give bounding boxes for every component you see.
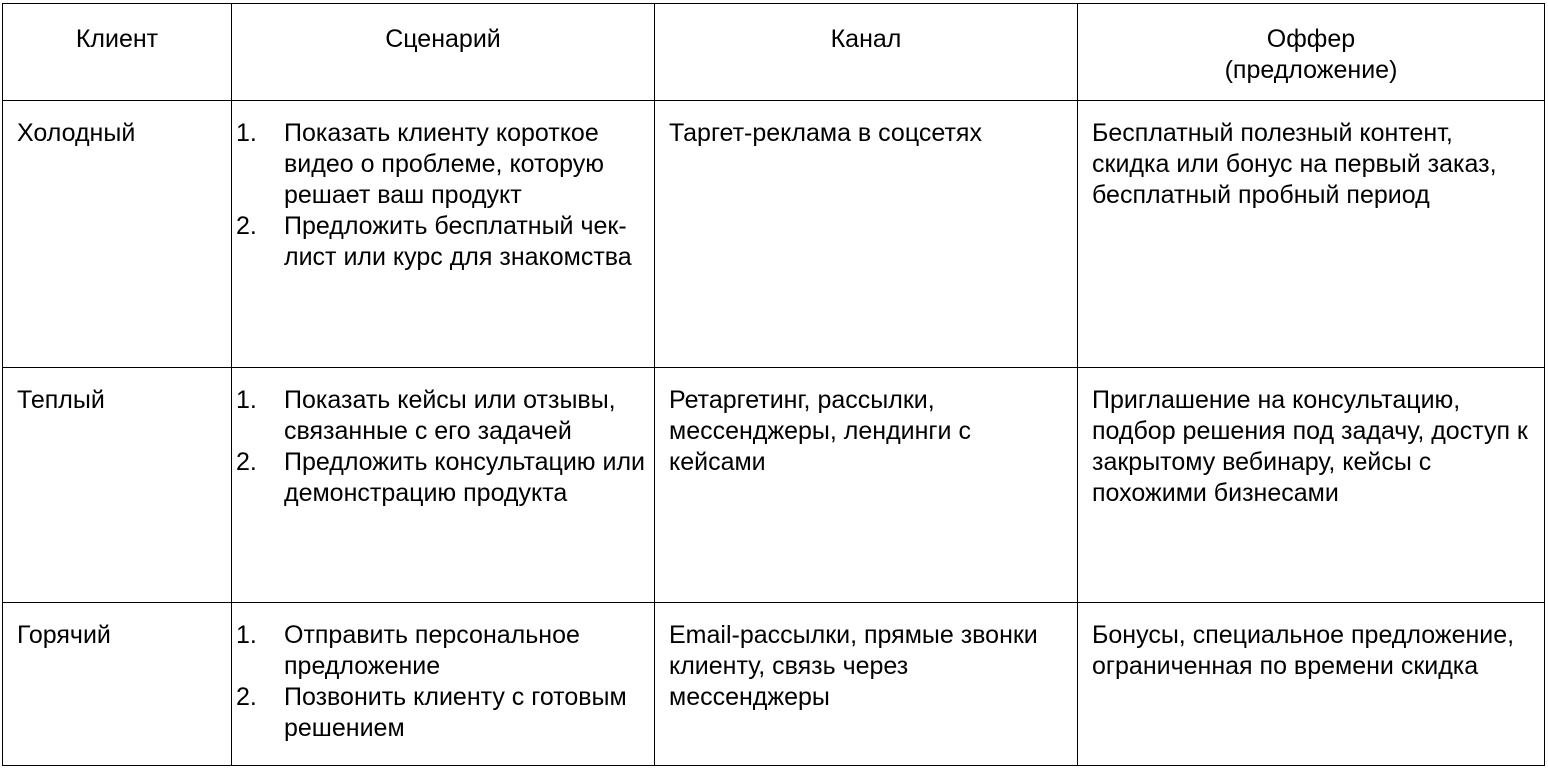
client-funnel-table (2, 3, 1545, 766)
cell-scenario (232, 101, 655, 368)
step-text: Показать кейсы или отзывы, связанные с его задачей (284, 386, 616, 445)
cell-client: Холодный (3, 101, 232, 368)
header-offer-subtitle: (предложение) (1224, 56, 1398, 84)
cell-client: Теплый (3, 368, 232, 603)
step-text: Показать клиенту короткое видео о проблеме, которую решает ваш продукт (284, 119, 604, 209)
scenario-step (232, 682, 648, 744)
table-row-hot (3, 603, 1545, 766)
step-text: Предложить бесплатный чек-лист или курс для знакомства (284, 212, 632, 271)
step-text: Предложить консультацию или демонстрацию продукта (284, 448, 646, 507)
step-number: 2. (236, 683, 257, 711)
scenario-step (232, 447, 648, 509)
cell-offer: Бонусы, специальное предложение, ограниченная по времени скидка (1078, 603, 1545, 766)
table-row-cold (3, 101, 1545, 368)
header-offer (1078, 4, 1545, 101)
scenario-step (232, 211, 648, 273)
table-row-warm (3, 368, 1545, 603)
scenario-steps (232, 620, 648, 744)
header-offer-title: Оффер (1266, 25, 1356, 53)
step-number: 1. (236, 621, 257, 649)
step-number: 2. (236, 448, 257, 476)
header-client: Клиент (3, 4, 232, 101)
header-row (3, 4, 1545, 101)
scenario-steps (232, 385, 648, 509)
scenario-step (232, 385, 648, 447)
step-number: 1. (236, 386, 257, 414)
header-scenario: Сценарий (232, 4, 655, 101)
scenario-steps (232, 118, 648, 273)
step-text: Отправить персональное предложение (284, 621, 580, 680)
cell-channel: Email-рассылки, прямые звонки клиенту, связь через мессенджеры (655, 603, 1078, 766)
step-number: 2. (236, 212, 257, 240)
step-number: 1. (236, 119, 257, 147)
cell-channel: Таргет-реклама в соцсетях (655, 101, 1078, 368)
cell-client: Горячий (3, 603, 232, 766)
cell-offer: Бесплатный полезный контент, скидка или бонус на первый заказ, бесплатный пробный период (1078, 101, 1545, 368)
scenario-step (232, 620, 648, 682)
cell-offer: Приглашение на консультацию, подбор решения под задачу, доступ к закрытому вебинару, кейсы с похожими бизнесами (1078, 368, 1545, 603)
scenario-step (232, 118, 648, 211)
header-channel: Канал (655, 4, 1078, 101)
cell-scenario (232, 603, 655, 766)
cell-scenario (232, 368, 655, 603)
step-text: Позвонить клиенту с готовым решением (284, 683, 627, 742)
cell-channel: Ретаргетинг, рассылки, мессенджеры, лендинги с кейсами (655, 368, 1078, 603)
